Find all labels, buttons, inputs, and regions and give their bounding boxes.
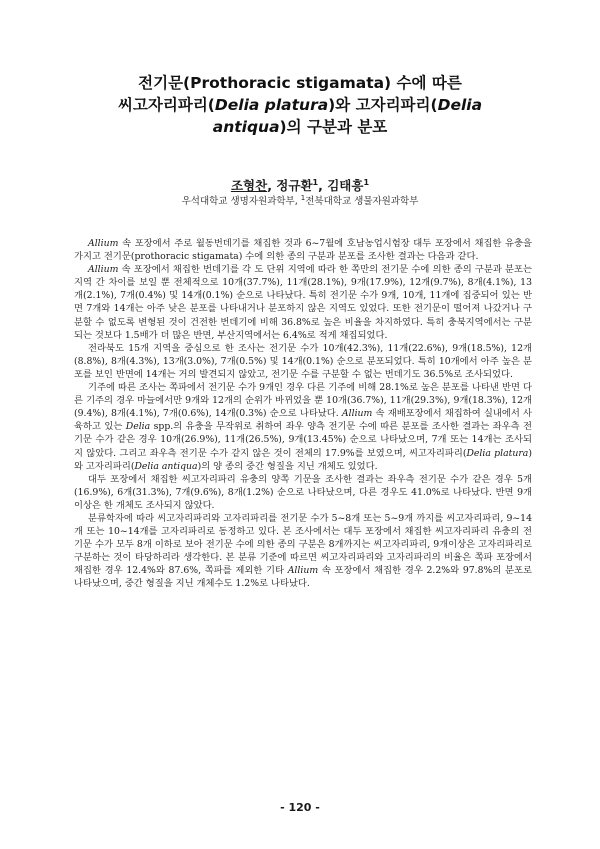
- title-line-1: 전기문(Prothoracic stigamata) 수에 따른: [138, 74, 462, 92]
- paper-title: [60, 72, 540, 138]
- paragraph-3: 전라북도 15개 지역을 중심으로 한 조사는 전기문 수가 10개(42.3%), 11개(22.6%), 9개(18.5%), 12개(8.8%), 8개(4.3%), 13개(3.0%), 7개(0.5%) 및 14개(0.1%) 순으로 분포되었다. 특히 10개에서 아주 높은 분포를 보인 반면에 14개는 거의 발견되지 않았고, 전기문 수를 구분할 수 없는 번데기도 36.5%로 조사되었다.: [74, 342, 532, 380]
- title-line-2: 씨고자리파리(Delia platura)와 고자리파리(Delia: [117, 96, 483, 114]
- abstract-body: [74, 237, 532, 591]
- author-third: 김태흥: [327, 178, 364, 193]
- paragraph-2: Allium 속 포장에서 채집한 번데기를 각 도 단위 지역에 따라 한 쪽만의 전기문 수에 의한 종의 구분과 분포는 지역 간 차이를 보일 뿐 전체적으로 10개(37.7%), 11개(28.1%), 9개(17.9%), 12개(9.7%), 8개(4.1%), 13개(2.1%), 7개(0.4%) 및 14개(0.1%) 순으로 나타났다. 특히 전기문 수가 9개, 10개, 11개에 집중되어 있는 반면 7개와 14개는 아주 낮은 분포를 나타내거나 분포하지 않은 지역도 있었다. 또한 전기문이 떨어져 나갔거나 구분할 수 없도록 변형된 것이 건전한 번데기에 비해 36.8%로 높은 비율을 차지하였다. 특히 충북지역에서는 구분되는 것보다 1.5배가 더 많은 반면, 부산지역에서는 6.4%로 적게 채집되었다.: [74, 264, 532, 341]
- author-first: 조형찬: [230, 178, 268, 193]
- paragraph-5: 대두 포장에서 채집한 씨고자리파리 유충의 양쪽 기문을 조사한 결과는 좌우측 전기문 수가 같은 경우 5개(16.9%), 6개(31.3%), 7개(9.6%), 8개(1.2%) 순으로 나타났으며, 다른 경우도 41.0%로 나타났다. 반면 9개 이상은 한 개체도 조사되지 않았다.: [74, 473, 532, 511]
- paragraph-4: 기주에 따른 조사는 쪽파에서 전기문 수가 9개인 경우 다른 기주에 비해 28.1%로 높은 분포를 나타낸 반면 다른 기주의 경우 마늘에서만 9개와 12개의 순위가 바뀌었을 뿐 10개(36.7%), 11개(29.3%), 9개(18.3%), 12개(9.4%), 8개(4.1%), 7개(0.6%), 14개(0.3%) 순으로 나타났다. Allium 속 재배포장에서 채집하여 실내에서 사육하고 있는 Delia spp.의 유충을 무작위로 취하여 좌우 양측 전기문 수에 따른 분포를 조사한 결과는 좌우측 전기문 수가 같은 경우 10개(26.9%), 11개(26.5%), 9개(13.45%) 순으로 나타났으며, 7개 또는 14개는 조사되지 않았다. 그리고 좌우측 전기문 수가 같지 않은 것이 전체의 17.9%를 보였으며, 씨고자리파리(Delia platura)와 고자리파리(Delia antiqua)의 양 종의 중간 형질을 지닌 개체도 있었다.: [74, 382, 532, 472]
- page-number: - 120 -: [280, 801, 320, 814]
- affiliation: 우석대학교 생명자원과학부, $^1$전북대학교 생물자원과학부: [181, 193, 419, 207]
- author-list: 조형찬, 정규환$^1$, 김태흥$^1$: [230, 177, 370, 193]
- paragraph-1: Allium 속 포장에서 주로 월동번데기를 채집한 것과 6~7월에 호남농업시험장 대두 포장에서 채집한 유충을 가지고 전기문(prothoracic stigamata) 수에 의한 종의 구분과 분포를 조사한 결과는 다음과 같다.: [74, 238, 532, 263]
- paragraph-6: 분류학자에 따라 씨고자리파리와 고자리파리를 전기문 수가 5~8개 또는 5~9개 까지를 씨고자리파리, 9~14개 또는 10~14개를 고자리파리로 동정하고 있다. 본 조사에서는 대두 포장에서 채집한 씨고자리파리 유충의 전기문 수가 모두 8개 이하로 보아 전기문 수에 의한 종의 구분은 8개까지는 씨고자리파리, 9개이상은 고자리파리로 구분하는 것이 타당하리라 생각한다. 본 분류 기준에 따르면 씨고자리파리와 고자리파리의 비율은 쪽파 포장에서 채집한 경우 12.4%와 87.6%, 쪽파를 제외한 기타 Allium 속 포장에서 채집한 경우 2.2%와 97.8%의 분포로 나타났으며, 중간 형질을 지닌 개체수도 1.2%로 나타났다.: [74, 512, 532, 590]
- author-second: 정규환: [276, 178, 313, 193]
- title-line-3: antiqua)의 구분과 분포: [212, 118, 388, 136]
